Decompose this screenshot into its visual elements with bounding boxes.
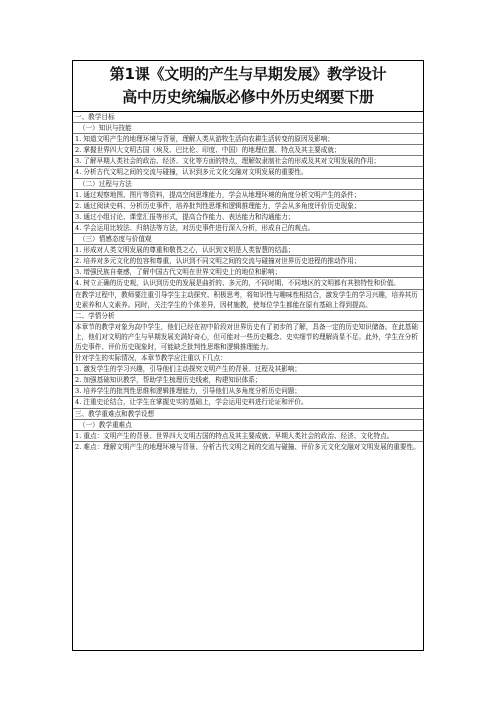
content-row: 3. 通过小组讨论、课堂汇报等形式，提高合作能力、表达能力和沟通能力； (73, 212, 423, 223)
content-row: 1. 知道文明产生的地理环境与背景，理解人类从游牧生活向农耕生活转变的原因及影响； (73, 134, 423, 145)
title-block (73, 61, 423, 112)
content-row: 1. 激发学生的学习兴趣，引导他们主动探究文明产生的背景、过程及其影响； (73, 364, 423, 375)
content-row: （一）教学重难点 (73, 420, 423, 431)
content-row: （三）情感态度与价值观 (73, 234, 423, 245)
content-row: 4. 分析古代文明之间的交流与碰撞，认识到多元文化交融对文明发展的重要性。 (73, 167, 423, 178)
content-row: 3. 增强民族自豪感，了解中国古代文明在世界文明史上的地位和影响； (73, 267, 423, 278)
content-row: 1. 形成对人类文明发展的尊重和敬畏之心，认识到文明是人类智慧的结晶； (73, 245, 423, 256)
content-row: 2. 通过阅读史料、分析历史事件，培养批判性思维和逻辑推理能力，学会从多角度评价历史现象； (73, 201, 423, 212)
content-row: 2. 加强基础知识教学，帮助学生梳理历史线索，构建知识体系； (73, 375, 423, 386)
content-row: 3. 了解早期人类社会的政治、经济、文化等方面的特点，理解奴隶制社会的形成及其对文明发展的作用； (73, 156, 423, 167)
content-row: 4. 树立正确的历史观，认识到历史的发展是曲折的、多元的，不同时期、不同地区的文明都有其独特性和价值。 (73, 278, 423, 289)
content-row: 针对学生的实际情况，本章节教学应注重以下几点： (73, 353, 423, 364)
content-row: 三、教学重难点和教学设想 (73, 409, 423, 420)
page-title: 第1课《文明的产生与早期发展》教学设计 (109, 65, 387, 83)
content-row: （二）过程与方法 (73, 179, 423, 190)
content-table (73, 112, 423, 452)
content-row: 3. 培养学生的批判性思维和逻辑推理能力，引导他们从多角度分析历史问题； (73, 386, 423, 397)
content-row: 二、学情分析 (73, 311, 423, 322)
content-row: 2. 培养对多元文化的包容和尊重，认识到不同文明之间的交流与碰撞对世界历史进程的推动作用； (73, 256, 423, 267)
content-row: 在教学过程中，教师要注重引导学生主动探究、积极思考，将知识性与趣味性相结合，激发学生的学习兴趣，培养其历史素养和人文素养。同时，关注学生的个体差异，因材施教，使每位学生都能在原有基础上得到提高。 (73, 290, 423, 311)
content-row: 4. 学会运用比较法、归纳法等方法，对历史事件进行深入分析，形成自己的观点。 (73, 223, 423, 234)
document-page (72, 60, 424, 651)
content-row: （一）知识与技能 (73, 123, 423, 134)
content-row: 4. 注重史论结合，让学生在掌握史实的基础上，学会运用史料进行论证和评价。 (73, 397, 423, 408)
page-subtitle: 高中历史统编版必修中外历史纲要下册 (122, 88, 374, 106)
content-row: 本章节的教学对象为高中学生，他们已经在初中阶段对世界历史有了初步的了解，具备一定的历史知识储备。在此基础上，他们对文明的产生与早期发展充满好奇心，但可能对一些历史概念、史实细节的理解尚显不足。此外，学生在分析历史事件、评价历史现象时，可能缺乏批判性思维和逻辑推理能力。 (73, 322, 423, 353)
content-row: 2. 掌握世界四大文明古国（埃及、巴比伦、印度、中国）的地理位置、特点及其主要成就； (73, 145, 423, 156)
content-row: 1. 重点：文明产生的背景、世界四大文明古国的特点及其主要成就、早期人类社会的政治、经济、文化特点。 (73, 431, 423, 442)
content-row: 2. 难点：理解文明产生的地理环境与背景、分析古代文明之间的交流与碰撞、评价多元文化交融对文明发展的重要性。 (75, 442, 420, 451)
content-row: 1. 通过观察地图、图片等资料，提高空间思维能力，学会从地理环境的角度分析文明产生的条件； (73, 190, 423, 201)
content-row: 一、教学目标 (73, 112, 423, 123)
